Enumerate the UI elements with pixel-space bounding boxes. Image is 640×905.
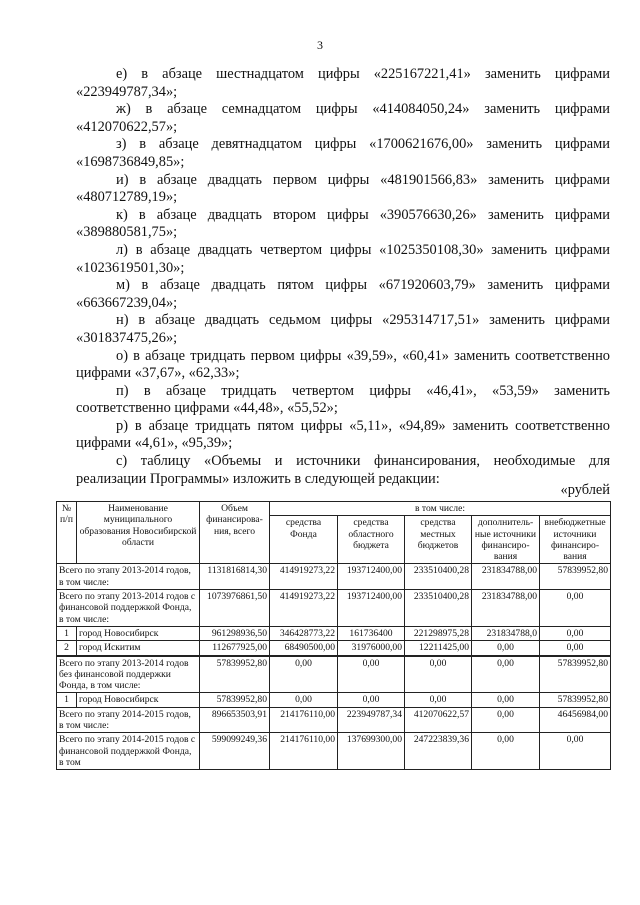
cell-total: 599099249,36 (200, 733, 270, 770)
cell-extrabudget: 57839952,80 (540, 564, 611, 590)
paragraph-k: к) в абзаце двадцать втором цифры «390576630,26» заменить цифрами «389880581,75»; (76, 206, 610, 241)
paragraph-m: м) в абзаце двадцать пятом цифры «671920603,79» заменить цифрами «663667239,04»; (76, 277, 610, 311)
cell-extrabudget: 57839952,80 (540, 656, 611, 693)
cell-local: 233510400,28 (405, 590, 472, 627)
paragraph-zh: ж) в абзаце семнадцатом цифры «414084050,24» заменить цифрами «412070622,57»; (76, 101, 610, 135)
table-row (57, 707, 611, 733)
cell-additional: 0,00 (472, 641, 540, 656)
cell-total: 896653503,91 (200, 707, 270, 733)
table-row (57, 564, 611, 590)
cell-regional: 193712400,00 (338, 564, 405, 590)
cell-regional: 137699300,00 (338, 733, 405, 770)
paragraph-z: з) в абзаце девятнадцатом цифры «1700621676,00» заменить цифрами «1698736849,85»; (76, 136, 610, 170)
cell-name: город Новосибирск (77, 626, 200, 640)
header-total: Объем финансирова-ния, всего (200, 502, 270, 564)
cell-extrabudget: 46456984,00 (540, 707, 611, 733)
cell-extrabudget: 0,00 (540, 626, 611, 640)
cell-extrabudget: 57839952,80 (540, 693, 611, 707)
cell-name: Всего по этапу 2013-2014 годов без финансовой поддержки Фонда, в том числе: (57, 656, 200, 693)
cell-regional: 223949787,34 (338, 707, 405, 733)
cell-total: 961298936,50 (200, 626, 270, 640)
cell-local: 12211425,00 (405, 641, 472, 656)
cell-regional: 193712400,00 (338, 590, 405, 627)
paragraph-s: с) таблицу «Объемы и источники финансирования, необходимые для реализации Программы» изложить в следующей редакции: (76, 453, 610, 487)
cell-additional: 231834788,00 (472, 590, 540, 627)
cell-additional: 0,00 (472, 656, 540, 693)
cell-name: Всего по этапу 2014-2015 годов с финансовой поддержкой Фонда, в том (57, 733, 200, 770)
cell-fund: 414919273,22 (270, 564, 338, 590)
cell-additional: 0,00 (472, 707, 540, 733)
cell-local: 247223839,36 (405, 733, 472, 770)
paragraph-i: и) в абзаце двадцать первом цифры «481901566,83» заменить цифрами «480712789,19»; (76, 171, 610, 206)
cell-fund: 214176110,00 (270, 733, 338, 770)
cell-regional: 161736400 (338, 626, 405, 640)
cell-extrabudget: 0,00 (540, 590, 611, 627)
table-header-row (57, 502, 611, 516)
cell-fund: 414919273,22 (270, 590, 338, 627)
cell-name: Всего по этапу 2014-2015 годов, в том числе: (57, 707, 200, 733)
paragraph-p: п) в абзаце тридцать четвертом цифры «46,41», «53,59» заменить соответственно цифрами «44,48», «55,52»; (76, 382, 610, 417)
cell-num: 1 (57, 693, 77, 707)
cell-local: 233510400,28 (405, 564, 472, 590)
page-number: 3 (317, 38, 323, 52)
paragraph-r: р) в абзаце тридцать пятом цифры «5,11», «94,89» заменить соответственно цифрами «4,61», «95,39»; (76, 417, 610, 452)
paragraph-n: н) в абзаце двадцать седьмом цифры «295314717,51» заменить цифрами «301837475,26»; (76, 312, 610, 346)
amendment-text (76, 66, 610, 488)
cell-fund: 0,00 (270, 656, 338, 693)
cell-name: город Новосибирск (77, 693, 200, 707)
cell-extrabudget: 0,00 (540, 641, 611, 656)
cell-local: 0,00 (405, 656, 472, 693)
cell-regional: 0,00 (338, 656, 405, 693)
header-including: в том числе: (270, 502, 611, 516)
table-row (57, 693, 611, 707)
cell-additional: 231834788,00 (472, 564, 540, 590)
cell-regional: 31976000,00 (338, 641, 405, 656)
cell-additional: 0,00 (472, 733, 540, 770)
cell-total: 57839952,80 (200, 656, 270, 693)
cell-local: 0,00 (405, 693, 472, 707)
financing-table (56, 501, 611, 770)
cell-additional: 231834788,0 (472, 626, 540, 640)
header-num: № п/п (57, 502, 77, 564)
cell-total: 112677925,00 (200, 641, 270, 656)
cell-extrabudget: 0,00 (540, 733, 611, 770)
cell-fund: 68490500,00 (270, 641, 338, 656)
header-fund: средства Фонда (270, 516, 338, 564)
cell-name: Всего по этапу 2013-2014 годов, в том числе: (57, 564, 200, 590)
cell-local: 221298975,28 (405, 626, 472, 640)
header-name: Наименование муниципального образования Новосибирской области (77, 502, 200, 564)
cell-fund: 346428773,22 (270, 626, 338, 640)
header-regional: средства областного бюджета (338, 516, 405, 564)
paragraph-o: о) в абзаце тридцать первом цифры «39,59», «60,41» заменить соответственно цифрами «37,67», «62,33»; (76, 347, 610, 382)
cell-local: 412070622,57 (405, 707, 472, 733)
table-row (57, 590, 611, 627)
cell-fund: 214176110,00 (270, 707, 338, 733)
paragraph-e: е) в абзаце шестнадцатом цифры «225167221,41» заменить цифрами «223949787,34»; (76, 66, 610, 100)
cell-regional: 0,00 (338, 693, 405, 707)
table-row (57, 641, 611, 656)
cell-total: 1073976861,50 (200, 590, 270, 627)
table-row (57, 656, 611, 693)
cell-fund: 0,00 (270, 693, 338, 707)
cell-total: 1131816814,30 (200, 564, 270, 590)
header-extrabudget: внебюджетные источники финансиро-вания (540, 516, 611, 564)
table-row (57, 626, 611, 640)
paragraph-l: л) в абзаце двадцать четвертом цифры «1025350108,30» заменить цифрами «1023619501,30»; (76, 241, 610, 276)
cell-additional: 0,00 (472, 693, 540, 707)
cell-name: город Искитим (77, 641, 200, 656)
cell-num: 2 (57, 641, 77, 656)
header-local: средства местных бюджетов (405, 516, 472, 564)
cell-total: 57839952,80 (200, 693, 270, 707)
table-row (57, 733, 611, 770)
header-additional: дополнитель-ные источники финансиро-вания (472, 516, 540, 564)
cell-name: Всего по этапу 2013-2014 годов с финансовой поддержкой Фонда, в том числе: (57, 590, 200, 627)
cell-num: 1 (57, 626, 77, 640)
unit-label: «рублей (560, 482, 610, 498)
